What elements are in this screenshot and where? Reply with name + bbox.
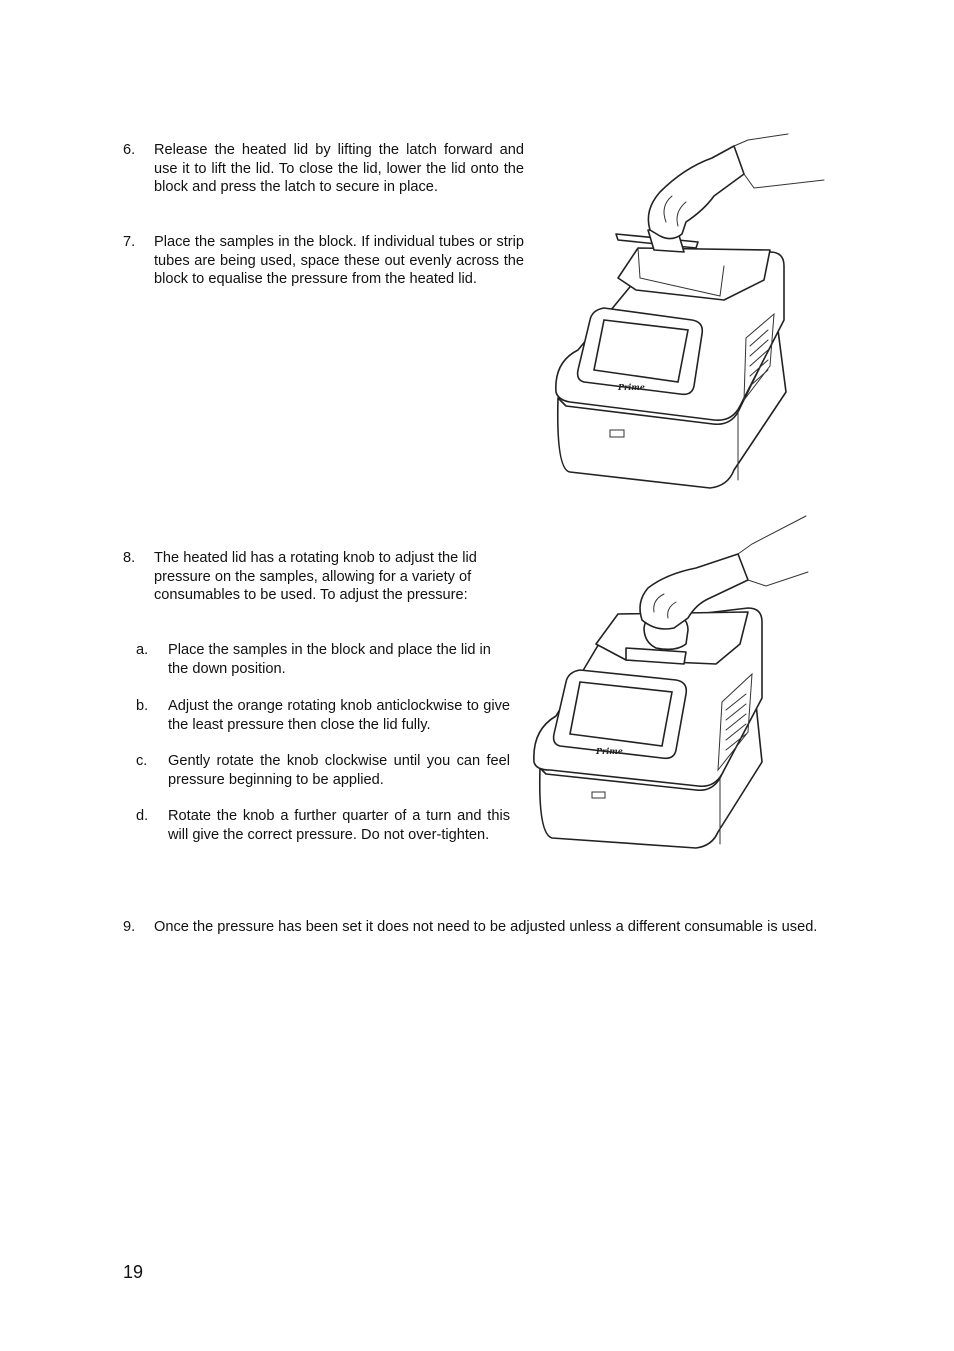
sub-step-letter: a. (136, 642, 149, 658)
step-7 (123, 233, 524, 289)
illustration-rotate-knob (526, 508, 816, 853)
sub-step-c (136, 752, 510, 789)
sub-step-letter: b. (136, 698, 149, 714)
sub-step-text: Place the samples in the block and place the lid in the down position. (168, 642, 491, 677)
page-number: 19 (123, 1262, 144, 1282)
step-6 (123, 141, 524, 197)
prime-logo: Prime (618, 382, 645, 392)
sub-step-d (136, 807, 510, 844)
step-number: 8. (123, 550, 136, 566)
sub-step-letter: d. (136, 808, 149, 824)
sub-step-text: Adjust the orange rotating knob anticlockwise to give the least pressure then close the lid fully. (168, 698, 510, 733)
sub-step-text: Rotate the knob a further quarter of a turn and this will give the correct pressure. Do not over-tighten. (168, 808, 510, 843)
step-9 (123, 918, 853, 937)
step-text: Place the samples in the block. If individual tubes or strip tubes are being used, space these out evenly across the block to equalise the pressure from the heated lid. (154, 234, 524, 288)
step-text: Once the pressure has been set it does not need to be adjusted unless a different consumable is used. (154, 919, 818, 935)
step-8 (123, 549, 510, 605)
sub-step-text: Gently rotate the knob clockwise until you can feel pressure beginning to be applied. (168, 753, 510, 788)
step-number: 9. (123, 919, 136, 935)
step-text: Release the heated lid by lifting the latch forward and use it to lift the lid. To close the lid, lower the lid onto the block and press the latch to secure in place. (154, 142, 524, 196)
step-number: 7. (123, 234, 136, 250)
sub-step-letter: c. (136, 753, 148, 769)
step-text: The heated lid has a rotating knob to adjust the lid pressure on the samples, allowing for a variety of consumables to be used. To adjust the pressure: (154, 550, 477, 604)
illustration-lid-open (548, 130, 838, 495)
step-number: 6. (123, 142, 136, 158)
prime-logo: Prime (596, 746, 623, 756)
sub-step-b (136, 697, 510, 734)
sub-step-a (136, 641, 510, 678)
